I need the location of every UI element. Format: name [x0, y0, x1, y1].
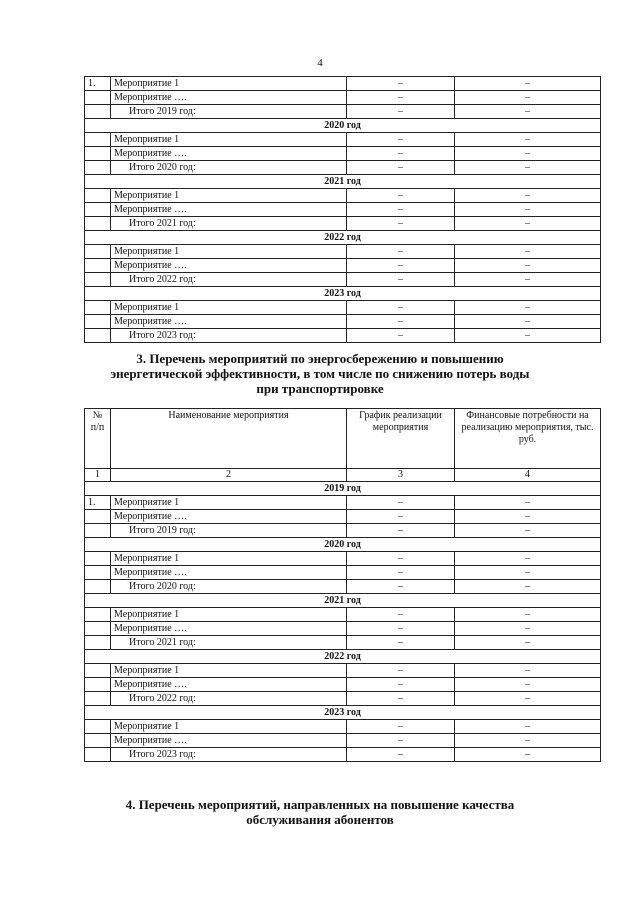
row-finance: –	[455, 580, 601, 594]
row-total-label: Итого 2019 год:	[111, 105, 347, 119]
row-total-label: Итого 2019 год:	[111, 524, 347, 538]
row-finance: –	[455, 734, 601, 748]
row-name: Мероприятие ….	[111, 91, 347, 105]
row-finance: –	[455, 692, 601, 706]
row-number	[85, 622, 111, 636]
row-finance: –	[455, 189, 601, 203]
table-row	[85, 315, 601, 329]
row-schedule: –	[347, 692, 455, 706]
row-number	[85, 720, 111, 734]
table-body	[85, 482, 601, 762]
year-label: 2021 год	[85, 594, 601, 608]
year-row	[85, 175, 601, 189]
row-finance: –	[455, 259, 601, 273]
row-schedule: –	[347, 147, 455, 161]
row-finance: –	[455, 566, 601, 580]
table-body	[85, 77, 601, 343]
table-row	[85, 566, 601, 580]
row-schedule: –	[347, 678, 455, 692]
row-name: Мероприятие 1	[111, 496, 347, 510]
index-cell: 1	[85, 469, 111, 482]
table-row	[85, 217, 601, 231]
row-total-label: Итого 2021 год:	[111, 217, 347, 231]
row-schedule: –	[347, 105, 455, 119]
row-total-label: Итого 2022 год:	[111, 692, 347, 706]
section-3-heading	[0, 351, 640, 396]
row-schedule: –	[347, 77, 455, 91]
heading-line: 3. Перечень мероприятий по энергосбережению и повышению	[136, 351, 504, 366]
year-row	[85, 538, 601, 552]
row-schedule: –	[347, 203, 455, 217]
table-row	[85, 580, 601, 594]
row-schedule: –	[347, 217, 455, 231]
row-finance: –	[455, 720, 601, 734]
page-number: 4	[317, 57, 323, 69]
row-number	[85, 636, 111, 650]
row-schedule: –	[347, 524, 455, 538]
row-total-label: Итого 2021 год:	[111, 636, 347, 650]
year-label: 2021 год	[85, 175, 601, 189]
year-label: 2023 год	[85, 706, 601, 720]
table-row	[85, 692, 601, 706]
row-name: Мероприятие ….	[111, 203, 347, 217]
row-finance: –	[455, 77, 601, 91]
table-row	[85, 273, 601, 287]
row-number	[85, 566, 111, 580]
row-name: Мероприятие 1	[111, 720, 347, 734]
row-schedule: –	[347, 608, 455, 622]
row-finance: –	[455, 91, 601, 105]
table-row	[85, 147, 601, 161]
table-row	[85, 510, 601, 524]
row-finance: –	[455, 636, 601, 650]
row-schedule: –	[347, 580, 455, 594]
row-schedule: –	[347, 329, 455, 343]
row-finance: –	[455, 622, 601, 636]
row-finance: –	[455, 315, 601, 329]
year-row	[85, 594, 601, 608]
index-cell: 3	[347, 469, 455, 482]
heading-line: энергетической эффективности, в том числе по снижению потерь воды	[110, 366, 530, 381]
row-number	[85, 161, 111, 175]
table-row	[85, 161, 601, 175]
table-row	[85, 636, 601, 650]
row-name: Мероприятие 1	[111, 301, 347, 315]
section-4-heading	[0, 797, 640, 827]
table-row	[85, 664, 601, 678]
row-name: Мероприятие 1	[111, 189, 347, 203]
row-number: 1.	[85, 496, 111, 510]
row-total-label: Итого 2022 год:	[111, 273, 347, 287]
row-finance: –	[455, 217, 601, 231]
row-finance: –	[455, 329, 601, 343]
row-schedule: –	[347, 566, 455, 580]
row-total-label: Итого 2023 год:	[111, 748, 347, 762]
row-name: Мероприятие ….	[111, 678, 347, 692]
table-row	[85, 734, 601, 748]
row-schedule: –	[347, 734, 455, 748]
row-finance: –	[455, 748, 601, 762]
row-name: Мероприятие ….	[111, 259, 347, 273]
year-row	[85, 287, 601, 301]
year-row	[85, 119, 601, 133]
year-label: 2023 год	[85, 287, 601, 301]
row-total-label: Итого 2023 год:	[111, 329, 347, 343]
row-finance: –	[455, 496, 601, 510]
header-finance: Финансовые потребности на реализацию мероприятия, тыс. руб.	[455, 409, 601, 469]
row-number	[85, 245, 111, 259]
index-cell: 2	[111, 469, 347, 482]
row-total-label: Итого 2020 год:	[111, 161, 347, 175]
row-name: Мероприятие 1	[111, 133, 347, 147]
row-schedule: –	[347, 496, 455, 510]
row-finance: –	[455, 147, 601, 161]
row-schedule: –	[347, 622, 455, 636]
row-name: Мероприятие 1	[111, 552, 347, 566]
row-schedule: –	[347, 91, 455, 105]
row-schedule: –	[347, 259, 455, 273]
table-row	[85, 91, 601, 105]
row-finance: –	[455, 510, 601, 524]
row-schedule: –	[347, 748, 455, 762]
header-number: № п/п	[85, 409, 111, 469]
row-schedule: –	[347, 273, 455, 287]
row-name: Мероприятие 1	[111, 664, 347, 678]
table-index-row	[85, 469, 601, 482]
row-number	[85, 329, 111, 343]
table-row	[85, 678, 601, 692]
year-label: 2020 год	[85, 119, 601, 133]
table-row	[85, 622, 601, 636]
row-schedule: –	[347, 720, 455, 734]
heading-line: обслуживания абонентов	[246, 812, 394, 827]
table-row	[85, 329, 601, 343]
row-schedule: –	[347, 245, 455, 259]
year-row	[85, 231, 601, 245]
row-number	[85, 203, 111, 217]
row-name: Мероприятие ….	[111, 622, 347, 636]
row-number	[85, 259, 111, 273]
table-row	[85, 77, 601, 91]
row-number	[85, 664, 111, 678]
table-row	[85, 301, 601, 315]
row-number	[85, 552, 111, 566]
row-name: Мероприятие 1	[111, 245, 347, 259]
row-total-label: Итого 2020 год:	[111, 580, 347, 594]
row-finance: –	[455, 301, 601, 315]
table-row	[85, 552, 601, 566]
row-number	[85, 580, 111, 594]
row-finance: –	[455, 161, 601, 175]
year-row	[85, 482, 601, 496]
table-row	[85, 496, 601, 510]
year-label: 2020 год	[85, 538, 601, 552]
table-row	[85, 608, 601, 622]
row-finance: –	[455, 524, 601, 538]
table-row	[85, 203, 601, 217]
table-row	[85, 189, 601, 203]
table-row	[85, 259, 601, 273]
row-number	[85, 734, 111, 748]
table-measures-continued	[84, 76, 601, 343]
row-finance: –	[455, 245, 601, 259]
table-row	[85, 105, 601, 119]
row-finance: –	[455, 552, 601, 566]
row-schedule: –	[347, 315, 455, 329]
row-number	[85, 608, 111, 622]
year-row	[85, 706, 601, 720]
row-finance: –	[455, 664, 601, 678]
row-finance: –	[455, 105, 601, 119]
row-schedule: –	[347, 161, 455, 175]
row-number: 1.	[85, 77, 111, 91]
row-number	[85, 105, 111, 119]
row-name: Мероприятие ….	[111, 734, 347, 748]
row-schedule: –	[347, 189, 455, 203]
row-schedule: –	[347, 636, 455, 650]
row-finance: –	[455, 273, 601, 287]
row-number	[85, 217, 111, 231]
index-cell: 4	[455, 469, 601, 482]
row-number	[85, 678, 111, 692]
year-row	[85, 650, 601, 664]
row-name: Мероприятие 1	[111, 608, 347, 622]
table-row	[85, 720, 601, 734]
row-name: Мероприятие ….	[111, 510, 347, 524]
row-finance: –	[455, 133, 601, 147]
row-number	[85, 147, 111, 161]
row-schedule: –	[347, 133, 455, 147]
row-number	[85, 273, 111, 287]
table-row	[85, 748, 601, 762]
row-number	[85, 510, 111, 524]
year-label: 2019 год	[85, 482, 601, 496]
row-name: Мероприятие ….	[111, 566, 347, 580]
row-number	[85, 133, 111, 147]
row-number	[85, 315, 111, 329]
row-number	[85, 692, 111, 706]
row-finance: –	[455, 608, 601, 622]
table-header-row	[85, 409, 601, 469]
header-schedule: График реализации мероприятия	[347, 409, 455, 469]
row-schedule: –	[347, 552, 455, 566]
row-number	[85, 524, 111, 538]
table-row	[85, 524, 601, 538]
row-number	[85, 301, 111, 315]
row-finance: –	[455, 203, 601, 217]
row-number	[85, 91, 111, 105]
row-number	[85, 748, 111, 762]
table-row	[85, 133, 601, 147]
row-schedule: –	[347, 664, 455, 678]
row-schedule: –	[347, 510, 455, 524]
year-label: 2022 год	[85, 231, 601, 245]
heading-line: 4. Перечень мероприятий, направленных на повышение качества	[125, 797, 515, 812]
row-finance: –	[455, 678, 601, 692]
row-name: Мероприятие ….	[111, 147, 347, 161]
table-energy-saving-measures	[84, 408, 601, 762]
row-name: Мероприятие 1	[111, 77, 347, 91]
row-name: Мероприятие ….	[111, 315, 347, 329]
table-row	[85, 245, 601, 259]
row-schedule: –	[347, 301, 455, 315]
heading-line: при транспортировке	[256, 381, 384, 396]
year-label: 2022 год	[85, 650, 601, 664]
row-number	[85, 189, 111, 203]
header-name: Наименование мероприятия	[111, 409, 347, 469]
